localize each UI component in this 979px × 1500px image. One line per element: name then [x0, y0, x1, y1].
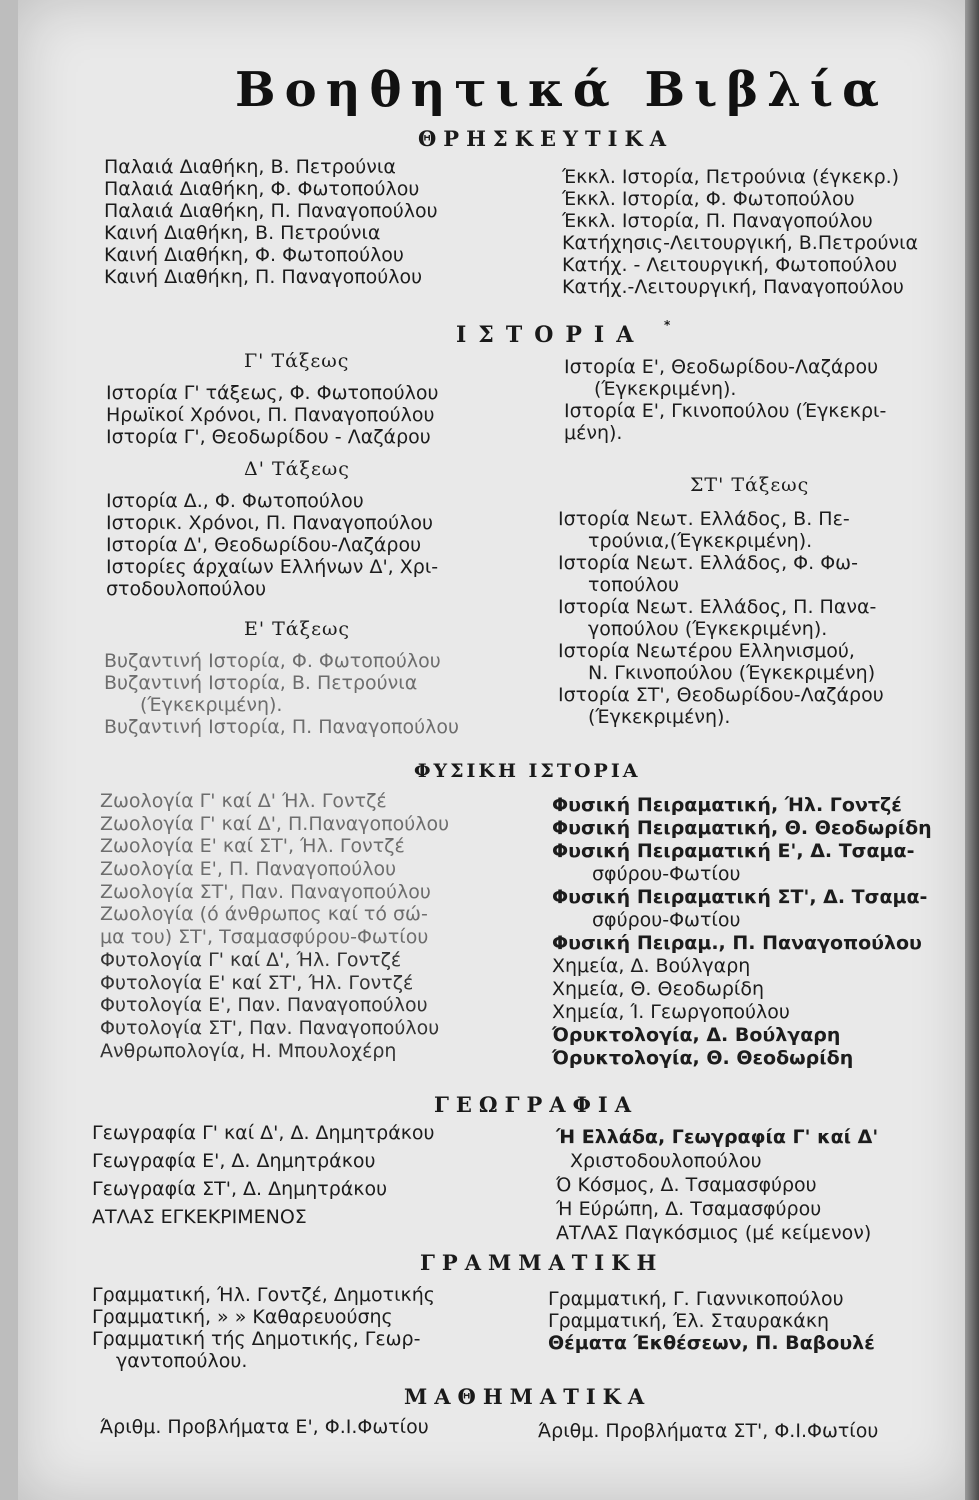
geografia-right-column — [556, 1126, 878, 1246]
list-item: Χημεία, Ί. Γεωργοπούλου — [552, 1001, 790, 1023]
list-item: Κατήχ. - Λειτουργική, Φωτοπούλου — [562, 254, 898, 276]
list-item: τοπούλου — [588, 574, 679, 596]
fysiki-left-column — [100, 790, 449, 1062]
list-item: τρούνια,(Έγκεκριμένη). — [588, 530, 813, 552]
list-item: Παλαιά Διαθήκη, Π. Παναγοπούλου — [104, 200, 438, 222]
list-item: Χημεία, Θ. Θεοδωρίδη — [552, 978, 765, 1000]
list-item: Καινή Διαθήκη, Π. Παναγοπούλου — [104, 266, 423, 288]
list-item: Όρυκτολογία, Δ. Βούλγαρη — [552, 1024, 841, 1046]
list-item: Ιστορία Ε', Θεοδωρίδου-Λαζάρου — [564, 356, 879, 378]
list-item: Γεωγραφία ΣΤ', Δ. Δημητράκου — [92, 1178, 388, 1200]
list-item: γαντοπούλου. — [116, 1350, 248, 1372]
threskeutika-left-column — [104, 156, 438, 288]
list-item: Έκκλ. Ιστορία, Π. Παναγοπούλου — [562, 210, 873, 232]
list-item: Ζωολογία ΣΤ', Παν. Παναγοπούλου — [100, 880, 431, 903]
list-item: Γραμματική, Έλ. Σταυρακάκη — [548, 1310, 830, 1332]
list-item: Ιστορικ. Χρόνοι, Π. Παναγοπούλου — [106, 512, 434, 534]
list-item: Κατήχ.-Λειτουργική, Παναγοπούλου — [562, 276, 904, 298]
list-item: Φυσική Πειραματική, Ήλ. Γοντζέ — [552, 794, 902, 816]
section-heading-fysiki-istoria: ΦΥΣΙΚΗ ΙΣΤΟΡΙΑ — [414, 760, 641, 782]
list-item: Ζωολογία Ε' καί ΣΤ', Ήλ. Γοντζέ — [100, 835, 405, 858]
section-heading-istoria: ΙΣΤΟΡΙΑ — [456, 322, 646, 348]
list-item: Έκκλ. Ιστορία, Πετρούνια (έγκεκρ.) — [562, 166, 900, 188]
list-item: Γραμματική τής Δημοτικής, Γεωρ- — [92, 1328, 421, 1350]
list-item: Φυτολογία Ε', Παν. Παναγοπούλου — [100, 994, 428, 1017]
list-item: Παλαιά Διαθήκη, Β. Πετρούνια — [104, 156, 396, 178]
list-item: Ανθρωπολογία, Η. Μπουλοχέρη — [100, 1039, 397, 1062]
section-heading-mathimatika: ΜΑΘΗΜΑΤΙΚΑ — [404, 1384, 652, 1409]
page-title: Βοηθητικά Βιβλία — [235, 62, 889, 118]
fysiki-right-column — [552, 794, 932, 1070]
list-item: σφύρου-Φωτίου — [592, 909, 741, 931]
list-item: Βυζαντινή Ιστορία, Φ. Φωτοπούλου — [104, 650, 441, 672]
list-item: ΑΤΛΑΣ ΕΓΚΕΚΡΙΜΕΝΟΣ — [92, 1206, 307, 1228]
list-item: γοπούλου (Έγκεκριμένη). — [588, 618, 828, 640]
list-item: Άριθμ. Προβλήματα ΣΤ', Φ.Ι.Φωτίου — [538, 1420, 879, 1442]
subheading-st-taxeos: ΣΤ' Τάξεως — [690, 474, 810, 496]
list-item: Φυτολογία Γ' καί Δ', Ήλ. Γοντζέ — [100, 948, 402, 971]
list-item: Ιστορία Νεωτ. Ελλάδος, Φ. Φω- — [558, 552, 858, 574]
list-item: Γραμματική, » » Καθαρευούσης — [92, 1306, 393, 1328]
list-item: Ζωολογία Γ' καί Δ' Ήλ. Γοντζέ — [100, 790, 387, 812]
list-item: (Έγκεκριμένη). — [140, 694, 283, 716]
list-item: Καινή Διαθήκη, Β. Πετρούνια — [104, 222, 381, 244]
list-item: Ιστορία Δ., Φ. Φωτοπούλου — [106, 490, 364, 512]
subheading-e-taxeos: Ε' Τάξεως — [244, 618, 351, 640]
section-heading-grammatiki: ΓΡΑΜΜΑΤΙΚΗ — [420, 1250, 664, 1275]
list-item: Φυσική Πειραματική ΣΤ', Δ. Τσαμα- — [552, 886, 928, 908]
list-item: Ζωολογία Γ' καί Δ', Π.Παναγοπούλου — [100, 812, 450, 835]
istoria-e-right-list — [564, 356, 886, 444]
list-item: Βυζαντινή Ιστορία, Β. Πετρούνια — [104, 672, 418, 694]
list-item: Ιστορία Γ' τάξεως, Φ. Φωτοπούλου — [106, 382, 439, 404]
subheading-d-taxeos: Δ' Τάξεως — [244, 458, 350, 480]
list-item: Θέματα Έκθέσεων, Π. Βαβουλέ — [548, 1332, 875, 1354]
istoria-e-list — [104, 650, 459, 738]
istoria-d-list — [106, 490, 438, 600]
threskeutika-right-column — [562, 166, 918, 298]
list-item: ΑΤΛΑΣ Παγκόσμιος (μέ κείμενον) — [556, 1222, 872, 1244]
list-item: Άριθμ. Προβλήματα Ε', Φ.Ι.Φωτίου — [100, 1416, 429, 1438]
list-item: Ιστορίες άρχαίων Ελλήνων Δ', Χρι- — [106, 556, 439, 578]
list-item: Καινή Διαθήκη, Φ. Φωτοπούλου — [104, 244, 404, 266]
list-item: Φυσική Πειραματική Ε', Δ. Τσαμα- — [552, 840, 915, 862]
list-item: Ιστορία Νεωτ. Ελλάδος, Π. Πανα- — [558, 596, 877, 618]
list-item: Ηρωϊκοί Χρόνοι, Π. Παναγοπούλου — [106, 404, 435, 426]
list-item: Γεωγραφία Γ' καί Δ', Δ. Δημητράκου — [92, 1122, 435, 1144]
list-item: Ιστορία Νεωτέρου Ελληνισμού, — [558, 640, 855, 662]
list-item: μα του) ΣΤ', Τσαμασφύρου-Φωτίου — [100, 926, 429, 949]
list-item: Όρυκτολογία, Θ. Θεοδωρίδη — [552, 1047, 854, 1069]
list-item: Έκκλ. Ιστορία, Φ. Φωτοπούλου — [562, 188, 855, 210]
grammatiki-right-column — [548, 1288, 875, 1354]
list-item: Ιστορία ΣΤ', Θεοδωρίδου-Λαζάρου — [558, 684, 884, 706]
list-item: Ιστορία Δ', Θεοδωρίδου-Λαζάρου — [106, 534, 422, 556]
list-item: σφύρου-Φωτίου — [592, 863, 741, 885]
list-item: Ζωολογία Ε', Π. Παναγοπούλου — [100, 858, 397, 881]
list-item: (Έγκεκριμένη). — [588, 706, 731, 728]
list-item: Γραμματική, Γ. Γιαννικοπούλου — [548, 1288, 844, 1310]
list-item: μένη). — [564, 422, 623, 444]
subheading-g-taxeos: Γ' Τάξεως — [244, 350, 350, 372]
list-item: Γραμματική, Ήλ. Γοντζέ, Δημοτικής — [92, 1284, 435, 1306]
list-item: Χημεία, Δ. Βούλγαρη — [552, 955, 751, 977]
section-heading-geografia: ΓΕΩΓΡΑΦΙΑ — [434, 1092, 639, 1117]
list-item: Φυσική Πειραματική, Θ. Θεοδωρίδη — [552, 817, 932, 839]
grammatiki-left-column — [92, 1284, 435, 1372]
list-item: Ζωολογία (ό άνθρωπος καί τό σώ- — [100, 903, 428, 926]
list-item: Παλαιά Διαθήκη, Φ. Φωτοπούλου — [104, 178, 420, 200]
section-heading-threskeutika: ΘΡΗΣΚΕΥΤΙΚΑ — [418, 126, 674, 151]
list-item: στοδουλοπούλου — [106, 578, 267, 600]
istoria-g-list — [106, 382, 438, 448]
list-item: Ιστορία Ε', Γκινοπούλου (Έγκεκρι- — [564, 400, 887, 422]
list-item: Ή Ελλάδα, Γεωγραφία Γ' καί Δ' — [556, 1126, 879, 1148]
page-edge-shadow — [965, 0, 979, 1500]
list-item: Ιστορία Νεωτ. Ελλάδος, Β. Πε- — [558, 508, 850, 530]
footnote-asterisk: * — [664, 318, 671, 332]
list-item: Βυζαντινή Ιστορία, Π. Παναγοπούλου — [104, 716, 459, 738]
list-item: Ό Κόσμος, Δ. Τσαμασφύρου — [556, 1174, 817, 1196]
list-item: Ιστορία Γ', Θεοδωρίδου - Λαζάρου — [106, 426, 431, 448]
list-item: Φυτολογία Ε' καί ΣΤ', Ήλ. Γοντζέ — [100, 971, 414, 994]
list-item: Χριστοδουλοπούλου — [570, 1150, 762, 1172]
list-item: (Έγκεκριμένη). — [594, 378, 737, 400]
list-item: Ή Εύρώπη, Δ. Τσαμασφύρου — [556, 1198, 822, 1220]
geografia-left-column — [92, 1122, 435, 1234]
list-item: Γεωγραφία Ε', Δ. Δημητράκου — [92, 1150, 376, 1172]
list-item: Κατήχησις-Λειτουργική, Β.Πετρούνια — [562, 232, 919, 254]
list-item: Φυσική Πειραμ., Π. Παναγοπούλου — [552, 932, 922, 954]
istoria-st-list — [558, 508, 884, 728]
list-item: Ν. Γκινοπούλου (Έγκεκριμένη) — [588, 662, 876, 684]
list-item: Φυτολογία ΣΤ', Παν. Παναγοπούλου — [100, 1016, 440, 1039]
